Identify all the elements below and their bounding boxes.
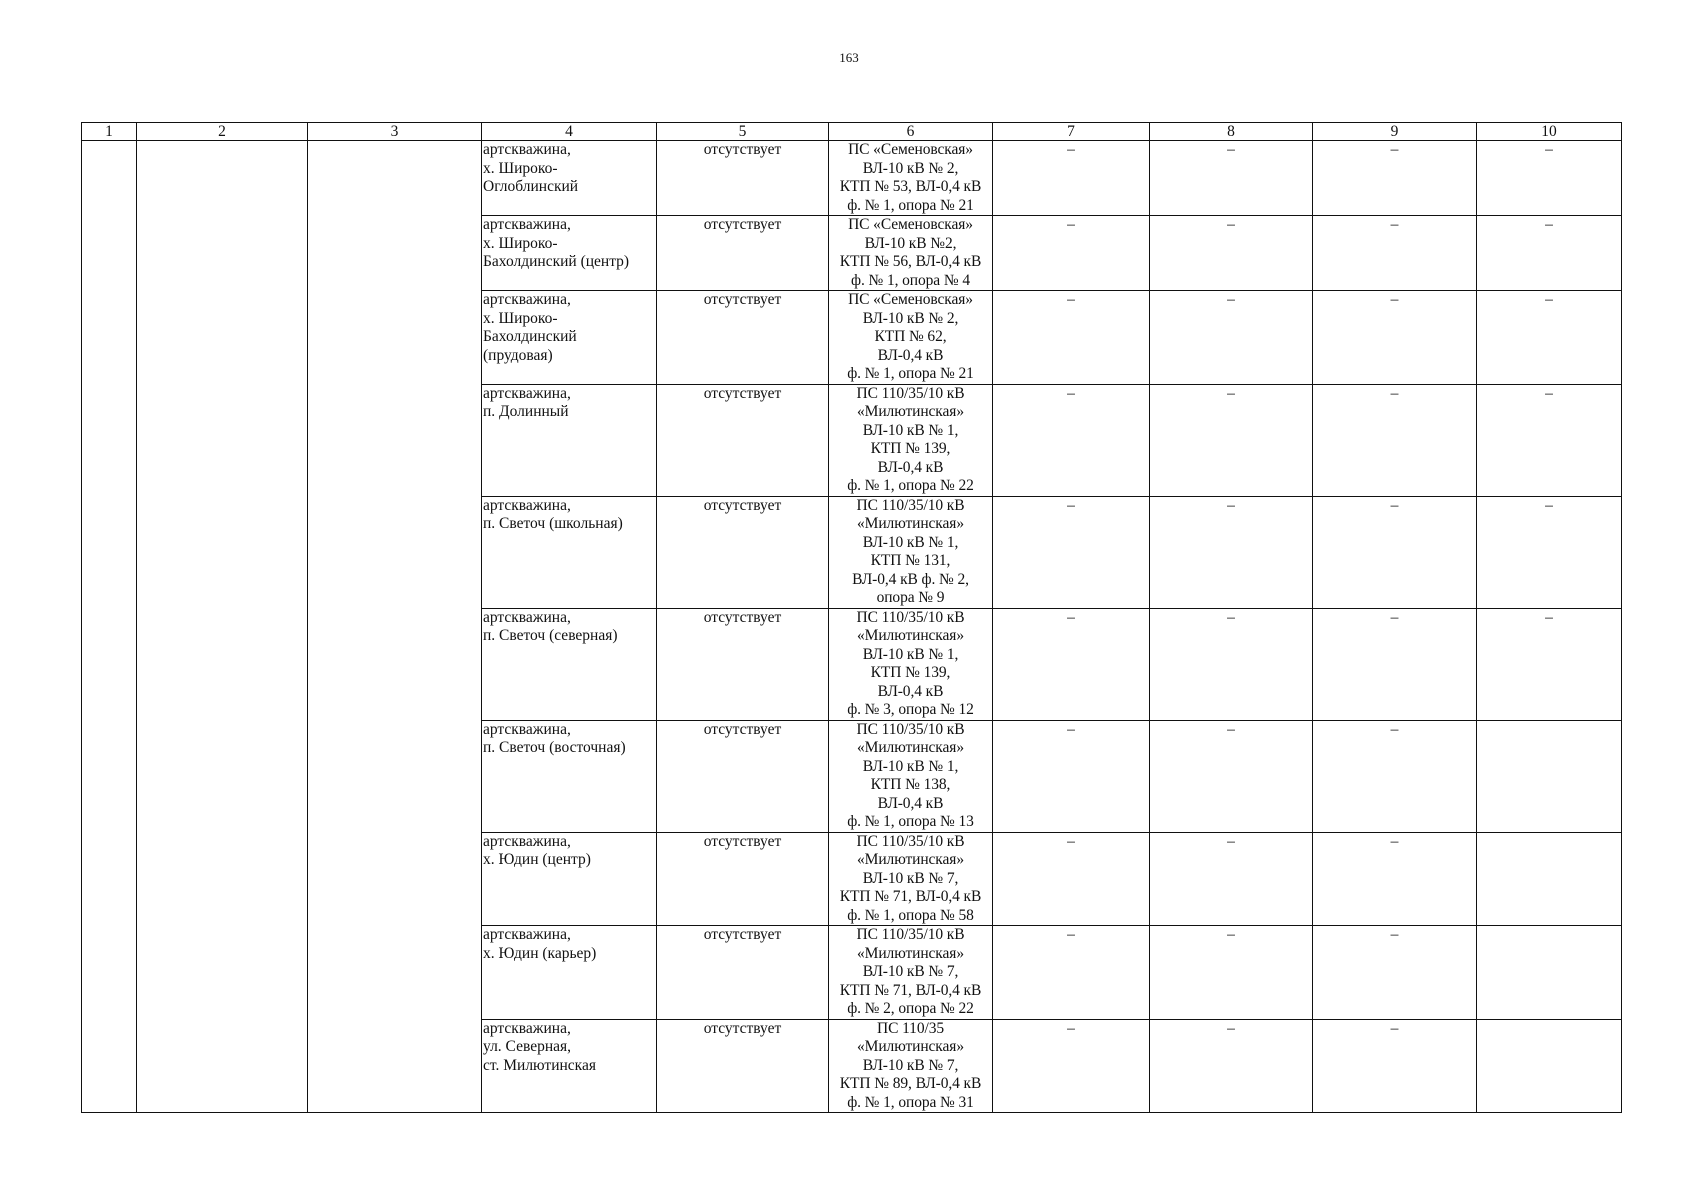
table-row [82, 141, 1622, 216]
power-source-line: ВЛ-10 кВ № 1, [862, 533, 959, 551]
power-source-line: «Милютинская» [857, 944, 964, 962]
status-cell: отсутствует [657, 384, 829, 496]
power-source-line: «Милютинская» [857, 627, 964, 644]
page-number: 163 [839, 50, 859, 65]
column-9-cell: – [1313, 496, 1477, 608]
column-7-cell: – [993, 608, 1150, 720]
power-source-cell [829, 216, 993, 291]
column-10-cell: – [1477, 141, 1622, 216]
object-cell [482, 720, 657, 832]
power-source-line: «Милютинская» [857, 515, 964, 532]
column-7-cell: – [993, 926, 1150, 1020]
column-7-cell: – [993, 216, 1150, 291]
object-line: х. Юдин (центр) [483, 851, 591, 868]
power-source-line: КТП № 62, [874, 328, 947, 345]
object-line: артскважина, [483, 496, 571, 514]
power-source-line: ф. № 1, опора № 58 [847, 906, 974, 924]
power-source-cell [829, 1019, 993, 1113]
power-source-line: ф. № 1, опора № 21 [847, 196, 974, 214]
power-source-cell [829, 384, 993, 496]
column-7-cell: – [993, 291, 1150, 385]
object-cell [482, 291, 657, 385]
column-10-cell: – [1477, 496, 1622, 608]
column-7-cell: – [993, 384, 1150, 496]
power-source-line: ПС 110/35/10 кВ [856, 384, 965, 402]
power-source-line: КТП № 139, [870, 664, 951, 681]
power-source-line: «Милютинская» [857, 851, 964, 868]
column-header: 2 [137, 123, 308, 141]
status-cell: отсутствует [657, 832, 829, 926]
column-header: 10 [1477, 123, 1622, 141]
power-source-line: ф. № 1, опора № 22 [847, 477, 974, 494]
power-source-cell [829, 720, 993, 832]
column-header: 7 [993, 123, 1150, 141]
power-source-cell [829, 496, 993, 608]
column-9-cell: – [1313, 141, 1477, 216]
power-source-line: «Милютинская» [857, 1038, 964, 1055]
object-line: п. Светоч (северная) [483, 627, 618, 644]
object-line: х. Юдин (карьер) [483, 944, 597, 962]
object-line: артскважина, [483, 141, 571, 158]
column-header: 1 [82, 123, 137, 141]
column-10-cell: – [1477, 216, 1622, 291]
object-line: артскважина, [483, 216, 571, 233]
power-source-line: ВЛ-10 кВ №2, [864, 234, 957, 252]
power-source-line: ВЛ-0,4 кВ ф. № 2, [852, 570, 969, 588]
power-source-line: ВЛ-10 кВ № 7, [862, 963, 959, 980]
data-table [81, 122, 1622, 1113]
column-9-cell: – [1313, 926, 1477, 1020]
power-source-line: ПС 110/35/10 кВ [856, 496, 965, 514]
column-8-cell: – [1150, 291, 1313, 385]
power-source-line: ВЛ-10 кВ № 1, [862, 645, 959, 663]
object-line: х. Широко- [483, 234, 558, 252]
column-9-cell: – [1313, 720, 1477, 832]
status-cell: отсутствует [657, 496, 829, 608]
power-source-cell [829, 608, 993, 720]
power-source-line: ф. № 3, опора № 12 [847, 701, 974, 718]
object-cell [482, 608, 657, 720]
power-source-line: ПС 110/35/10 кВ [856, 720, 965, 738]
object-line: артскважина, [483, 926, 571, 943]
power-source-line: ВЛ-0,4 кВ [877, 346, 944, 364]
column-9-cell: – [1313, 1019, 1477, 1113]
col-1-merged-cell [82, 141, 137, 1113]
status-cell: отсутствует [657, 216, 829, 291]
object-cell [482, 216, 657, 291]
power-source-line: КТП № 53, ВЛ-0,4 кВ [839, 178, 982, 195]
column-9-cell: – [1313, 216, 1477, 291]
column-7-cell: – [993, 1019, 1150, 1113]
column-8-cell: – [1150, 608, 1313, 720]
object-line: ст. Милютинская [483, 1056, 596, 1074]
column-9-cell: – [1313, 608, 1477, 720]
power-source-line: ПС 110/35/10 кВ [856, 926, 965, 943]
power-source-line: ПС 110/35 [877, 1019, 944, 1037]
status-cell: отсутствует [657, 1019, 829, 1113]
power-source-line: КТП № 138, [870, 776, 951, 793]
object-cell [482, 496, 657, 608]
object-line: артскважина, [483, 720, 571, 738]
object-line: х. Широко- [483, 159, 558, 177]
status-cell: отсутствует [657, 720, 829, 832]
column-10-cell [1477, 832, 1622, 926]
object-line: п. Светоч (школьная) [483, 515, 623, 532]
power-source-line: ПС 110/35/10 кВ [856, 832, 965, 850]
power-source-line: ф. № 1, опора № 21 [847, 365, 974, 382]
status-cell: отсутствует [657, 926, 829, 1020]
object-line: Бахолдинский [483, 328, 577, 345]
object-cell [482, 1019, 657, 1113]
column-7-cell: – [993, 496, 1150, 608]
power-source-line: «Милютинская» [857, 739, 964, 756]
power-source-cell [829, 832, 993, 926]
col-2-merged-cell [137, 141, 308, 1113]
power-source-cell [829, 926, 993, 1020]
power-source-line: ВЛ-0,4 кВ [877, 458, 944, 476]
status-cell: отсутствует [657, 608, 829, 720]
column-8-cell: – [1150, 832, 1313, 926]
column-header: 8 [1150, 123, 1313, 141]
object-line: Бахолдинский (центр) [483, 253, 630, 270]
power-source-line: ПС «Семеновская» [848, 141, 973, 158]
column-7-cell: – [993, 832, 1150, 926]
power-source-line: КТП № 131, [870, 552, 951, 569]
power-source-line: ПС «Семеновская» [848, 216, 973, 233]
column-7-cell: – [993, 141, 1150, 216]
object-line: артскважина, [483, 608, 571, 626]
column-8-cell: – [1150, 1019, 1313, 1113]
power-source-line: «Милютинская» [857, 403, 964, 420]
power-source-line: ВЛ-10 кВ № 7, [862, 869, 959, 887]
power-source-line: ПС «Семеновская» [848, 291, 973, 308]
column-7-cell: – [993, 720, 1150, 832]
column-10-cell [1477, 926, 1622, 1020]
column-8-cell: – [1150, 384, 1313, 496]
object-cell [482, 832, 657, 926]
column-9-cell: – [1313, 384, 1477, 496]
power-source-line: КТП № 71, ВЛ-0,4 кВ [839, 981, 982, 999]
object-cell [482, 926, 657, 1020]
column-header: 5 [657, 123, 829, 141]
power-source-line: ВЛ-10 кВ № 2, [862, 309, 959, 327]
object-line: (прудовая) [483, 346, 553, 364]
power-source-line: ф. № 1, опора № 31 [847, 1093, 974, 1111]
object-line: ул. Северная, [483, 1038, 571, 1055]
power-source-line: КТП № 139, [870, 440, 951, 457]
power-source-line: ВЛ-10 кВ № 7, [862, 1056, 959, 1074]
object-line: артскважина, [483, 832, 571, 850]
power-source-line: КТП № 71, ВЛ-0,4 кВ [839, 888, 982, 905]
power-source-line: ПС 110/35/10 кВ [856, 608, 965, 626]
column-10-cell [1477, 720, 1622, 832]
object-line: артскважина, [483, 291, 571, 308]
column-header: 6 [829, 123, 993, 141]
column-8-cell: – [1150, 141, 1313, 216]
column-header: 3 [308, 123, 482, 141]
object-line: Оглоблинский [483, 178, 579, 195]
column-9-cell: – [1313, 832, 1477, 926]
column-10-cell: – [1477, 291, 1622, 385]
power-source-line: ВЛ-0,4 кВ [877, 682, 944, 700]
object-line: артскважина, [483, 1019, 571, 1037]
object-cell [482, 141, 657, 216]
power-source-line: ВЛ-0,4 кВ [877, 794, 944, 812]
power-source-line: КТП № 89, ВЛ-0,4 кВ [839, 1075, 982, 1092]
column-10-cell: – [1477, 608, 1622, 720]
power-source-cell [829, 291, 993, 385]
power-source-line: ВЛ-10 кВ № 2, [862, 159, 959, 177]
header-row [82, 123, 1622, 141]
object-line: х. Широко- [483, 309, 558, 327]
power-source-line: ВЛ-10 кВ № 1, [862, 757, 959, 775]
column-header: 9 [1313, 123, 1477, 141]
status-cell: отсутствует [657, 291, 829, 385]
table-body [82, 141, 1622, 1113]
column-header: 4 [482, 123, 657, 141]
power-source-line: опора № 9 [876, 589, 945, 606]
column-8-cell: – [1150, 926, 1313, 1020]
column-10-cell: – [1477, 384, 1622, 496]
column-9-cell: – [1313, 291, 1477, 385]
column-10-cell [1477, 1019, 1622, 1113]
column-8-cell: – [1150, 216, 1313, 291]
object-line: артскважина, [483, 384, 571, 402]
power-source-line: ВЛ-10 кВ № 1, [862, 421, 959, 439]
power-source-line: ф. № 1, опора № 4 [851, 271, 970, 289]
column-8-cell: – [1150, 720, 1313, 832]
object-cell [482, 384, 657, 496]
power-source-cell [829, 141, 993, 216]
object-line: п. Светоч (восточная) [483, 739, 626, 756]
power-source-line: ф. № 1, опора № 13 [847, 813, 974, 830]
status-cell: отсутствует [657, 141, 829, 216]
object-line: п. Долинный [483, 403, 569, 420]
column-8-cell: – [1150, 496, 1313, 608]
col-3-merged-cell [308, 141, 482, 1113]
power-source-line: ф. № 2, опора № 22 [847, 1000, 974, 1017]
power-source-line: КТП № 56, ВЛ-0,4 кВ [839, 253, 982, 270]
